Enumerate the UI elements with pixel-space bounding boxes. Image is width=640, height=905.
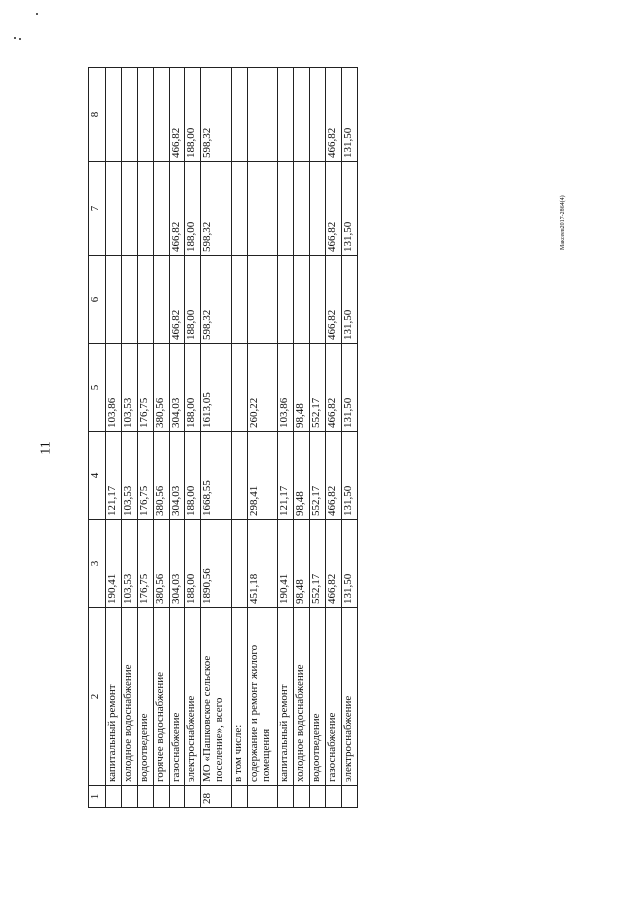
table-row [341, 68, 357, 808]
value-cell [310, 256, 326, 344]
value-cell [121, 68, 137, 162]
table-row [326, 68, 342, 808]
value-cell: 176,75 [137, 344, 153, 432]
value-cell: 190,41 [278, 520, 294, 608]
table-row [247, 68, 278, 808]
value-cell: 304,03 [169, 432, 185, 520]
value-cell [137, 162, 153, 256]
value-cell: 466,82 [326, 432, 342, 520]
item-name-cell: электроснабжение [185, 608, 201, 786]
value-cell: 298,41 [247, 432, 278, 520]
table-row [310, 68, 326, 808]
value-cell: 552,17 [310, 344, 326, 432]
value-cell: 598,32 [201, 68, 232, 162]
value-cell: 598,32 [201, 162, 232, 256]
value-cell [137, 256, 153, 344]
value-cell: 188,00 [185, 520, 201, 608]
value-cell: 380,56 [153, 344, 169, 432]
item-name-cell: МО «Пашковское сельское поселение», всего [201, 608, 232, 786]
value-cell: 131,50 [341, 68, 357, 162]
item-name-cell: водоотведение [310, 608, 326, 786]
column-header: 2 [89, 608, 106, 786]
table-row [185, 68, 201, 808]
value-cell: 131,50 [341, 256, 357, 344]
scan-speck [14, 37, 16, 39]
value-cell: 260,22 [247, 344, 278, 432]
value-cell: 188,00 [185, 162, 201, 256]
value-cell: 98,48 [294, 432, 310, 520]
table-header-row [89, 68, 106, 808]
row-number-cell [326, 786, 342, 808]
value-cell [106, 68, 122, 162]
scan-speck [36, 13, 38, 15]
value-cell [247, 162, 278, 256]
value-cell: 466,82 [326, 344, 342, 432]
row-number-cell [231, 786, 247, 808]
value-cell: 466,82 [169, 68, 185, 162]
row-number-cell [169, 786, 185, 808]
value-cell: 188,00 [185, 256, 201, 344]
value-cell [106, 256, 122, 344]
value-cell: 451,18 [247, 520, 278, 608]
rotated-table-container [88, 68, 358, 808]
value-cell: 98,48 [294, 344, 310, 432]
value-cell [231, 162, 247, 256]
value-cell [278, 162, 294, 256]
table-row [231, 68, 247, 808]
table-row [169, 68, 185, 808]
item-name-cell: холодное водоснабжение [294, 608, 310, 786]
value-cell: 188,00 [185, 344, 201, 432]
value-cell: 380,56 [153, 520, 169, 608]
table-row [153, 68, 169, 808]
value-cell: 103,53 [121, 520, 137, 608]
value-cell [153, 68, 169, 162]
value-cell: 131,50 [341, 520, 357, 608]
item-name-cell: в том числе: [231, 608, 247, 786]
value-cell: 188,00 [185, 432, 201, 520]
value-cell: 131,50 [341, 162, 357, 256]
item-name-cell: электроснабжение [341, 608, 357, 786]
value-cell [121, 162, 137, 256]
value-cell: 121,17 [278, 432, 294, 520]
value-cell: 598,32 [201, 256, 232, 344]
value-cell: 103,86 [106, 344, 122, 432]
value-cell: 466,82 [326, 256, 342, 344]
item-name-cell: газоснабжение [326, 608, 342, 786]
column-header: 8 [89, 68, 106, 162]
value-cell: 552,17 [310, 520, 326, 608]
value-cell [278, 68, 294, 162]
value-cell [153, 256, 169, 344]
value-cell: 466,82 [326, 68, 342, 162]
row-number-cell [121, 786, 137, 808]
value-cell: 131,50 [341, 432, 357, 520]
table-row [137, 68, 153, 808]
item-name-cell: холодное водоснабжение [121, 608, 137, 786]
item-name-cell: горячее водоснабжение [153, 608, 169, 786]
value-cell: 176,75 [137, 432, 153, 520]
value-cell [137, 68, 153, 162]
row-number-cell [341, 786, 357, 808]
item-name-cell: водоотведение [137, 608, 153, 786]
value-cell: 304,03 [169, 344, 185, 432]
row-number-cell [185, 786, 201, 808]
value-cell [231, 432, 247, 520]
value-cell [294, 68, 310, 162]
margin-note: Максеев2017-2864(4) [560, 195, 566, 250]
scan-speck [19, 38, 21, 40]
column-header: 3 [89, 520, 106, 608]
value-cell: 1613,05 [201, 344, 232, 432]
value-cell [310, 162, 326, 256]
value-cell: 131,50 [341, 344, 357, 432]
table-body [106, 68, 358, 808]
column-header: 5 [89, 344, 106, 432]
value-cell [106, 162, 122, 256]
value-cell: 466,82 [169, 256, 185, 344]
row-number-cell [310, 786, 326, 808]
value-cell [153, 162, 169, 256]
row-number-cell [137, 786, 153, 808]
value-cell: 121,17 [106, 432, 122, 520]
value-cell: 552,17 [310, 432, 326, 520]
item-name-cell: капитальный ремонт [278, 608, 294, 786]
value-cell [294, 162, 310, 256]
page-number: 11 [38, 441, 54, 455]
value-cell: 1890,56 [201, 520, 232, 608]
value-cell [121, 256, 137, 344]
value-cell: 190,41 [106, 520, 122, 608]
value-cell [231, 68, 247, 162]
row-number-cell [106, 786, 122, 808]
item-name-cell: газоснабжение [169, 608, 185, 786]
column-header: 6 [89, 256, 106, 344]
row-number-cell [247, 786, 278, 808]
value-cell: 304,03 [169, 520, 185, 608]
value-cell: 103,86 [278, 344, 294, 432]
item-name-cell: содержание и ремонт жилого помещения [247, 608, 278, 786]
column-header: 1 [89, 786, 106, 808]
value-cell: 98,48 [294, 520, 310, 608]
value-cell: 103,53 [121, 344, 137, 432]
value-cell [294, 256, 310, 344]
value-cell [247, 68, 278, 162]
column-header: 4 [89, 432, 106, 520]
table-row [121, 68, 137, 808]
value-cell [231, 344, 247, 432]
value-cell: 1668,55 [201, 432, 232, 520]
value-cell: 466,82 [326, 520, 342, 608]
value-cell: 380,56 [153, 432, 169, 520]
row-number-cell [153, 786, 169, 808]
value-cell [310, 68, 326, 162]
item-name-cell: капитальный ремонт [106, 608, 122, 786]
value-cell [231, 256, 247, 344]
value-cell [231, 520, 247, 608]
value-cell [278, 256, 294, 344]
table-row [294, 68, 310, 808]
value-cell [247, 256, 278, 344]
row-number-cell: 28 [201, 786, 232, 808]
row-number-cell [278, 786, 294, 808]
column-header: 7 [89, 162, 106, 256]
table-row [278, 68, 294, 808]
value-cell: 466,82 [169, 162, 185, 256]
row-number-cell [294, 786, 310, 808]
tariff-table [88, 67, 358, 808]
value-cell: 103,53 [121, 432, 137, 520]
value-cell: 176,75 [137, 520, 153, 608]
table-row [201, 68, 232, 808]
value-cell: 188,00 [185, 68, 201, 162]
value-cell: 466,82 [326, 162, 342, 256]
table-row [106, 68, 122, 808]
